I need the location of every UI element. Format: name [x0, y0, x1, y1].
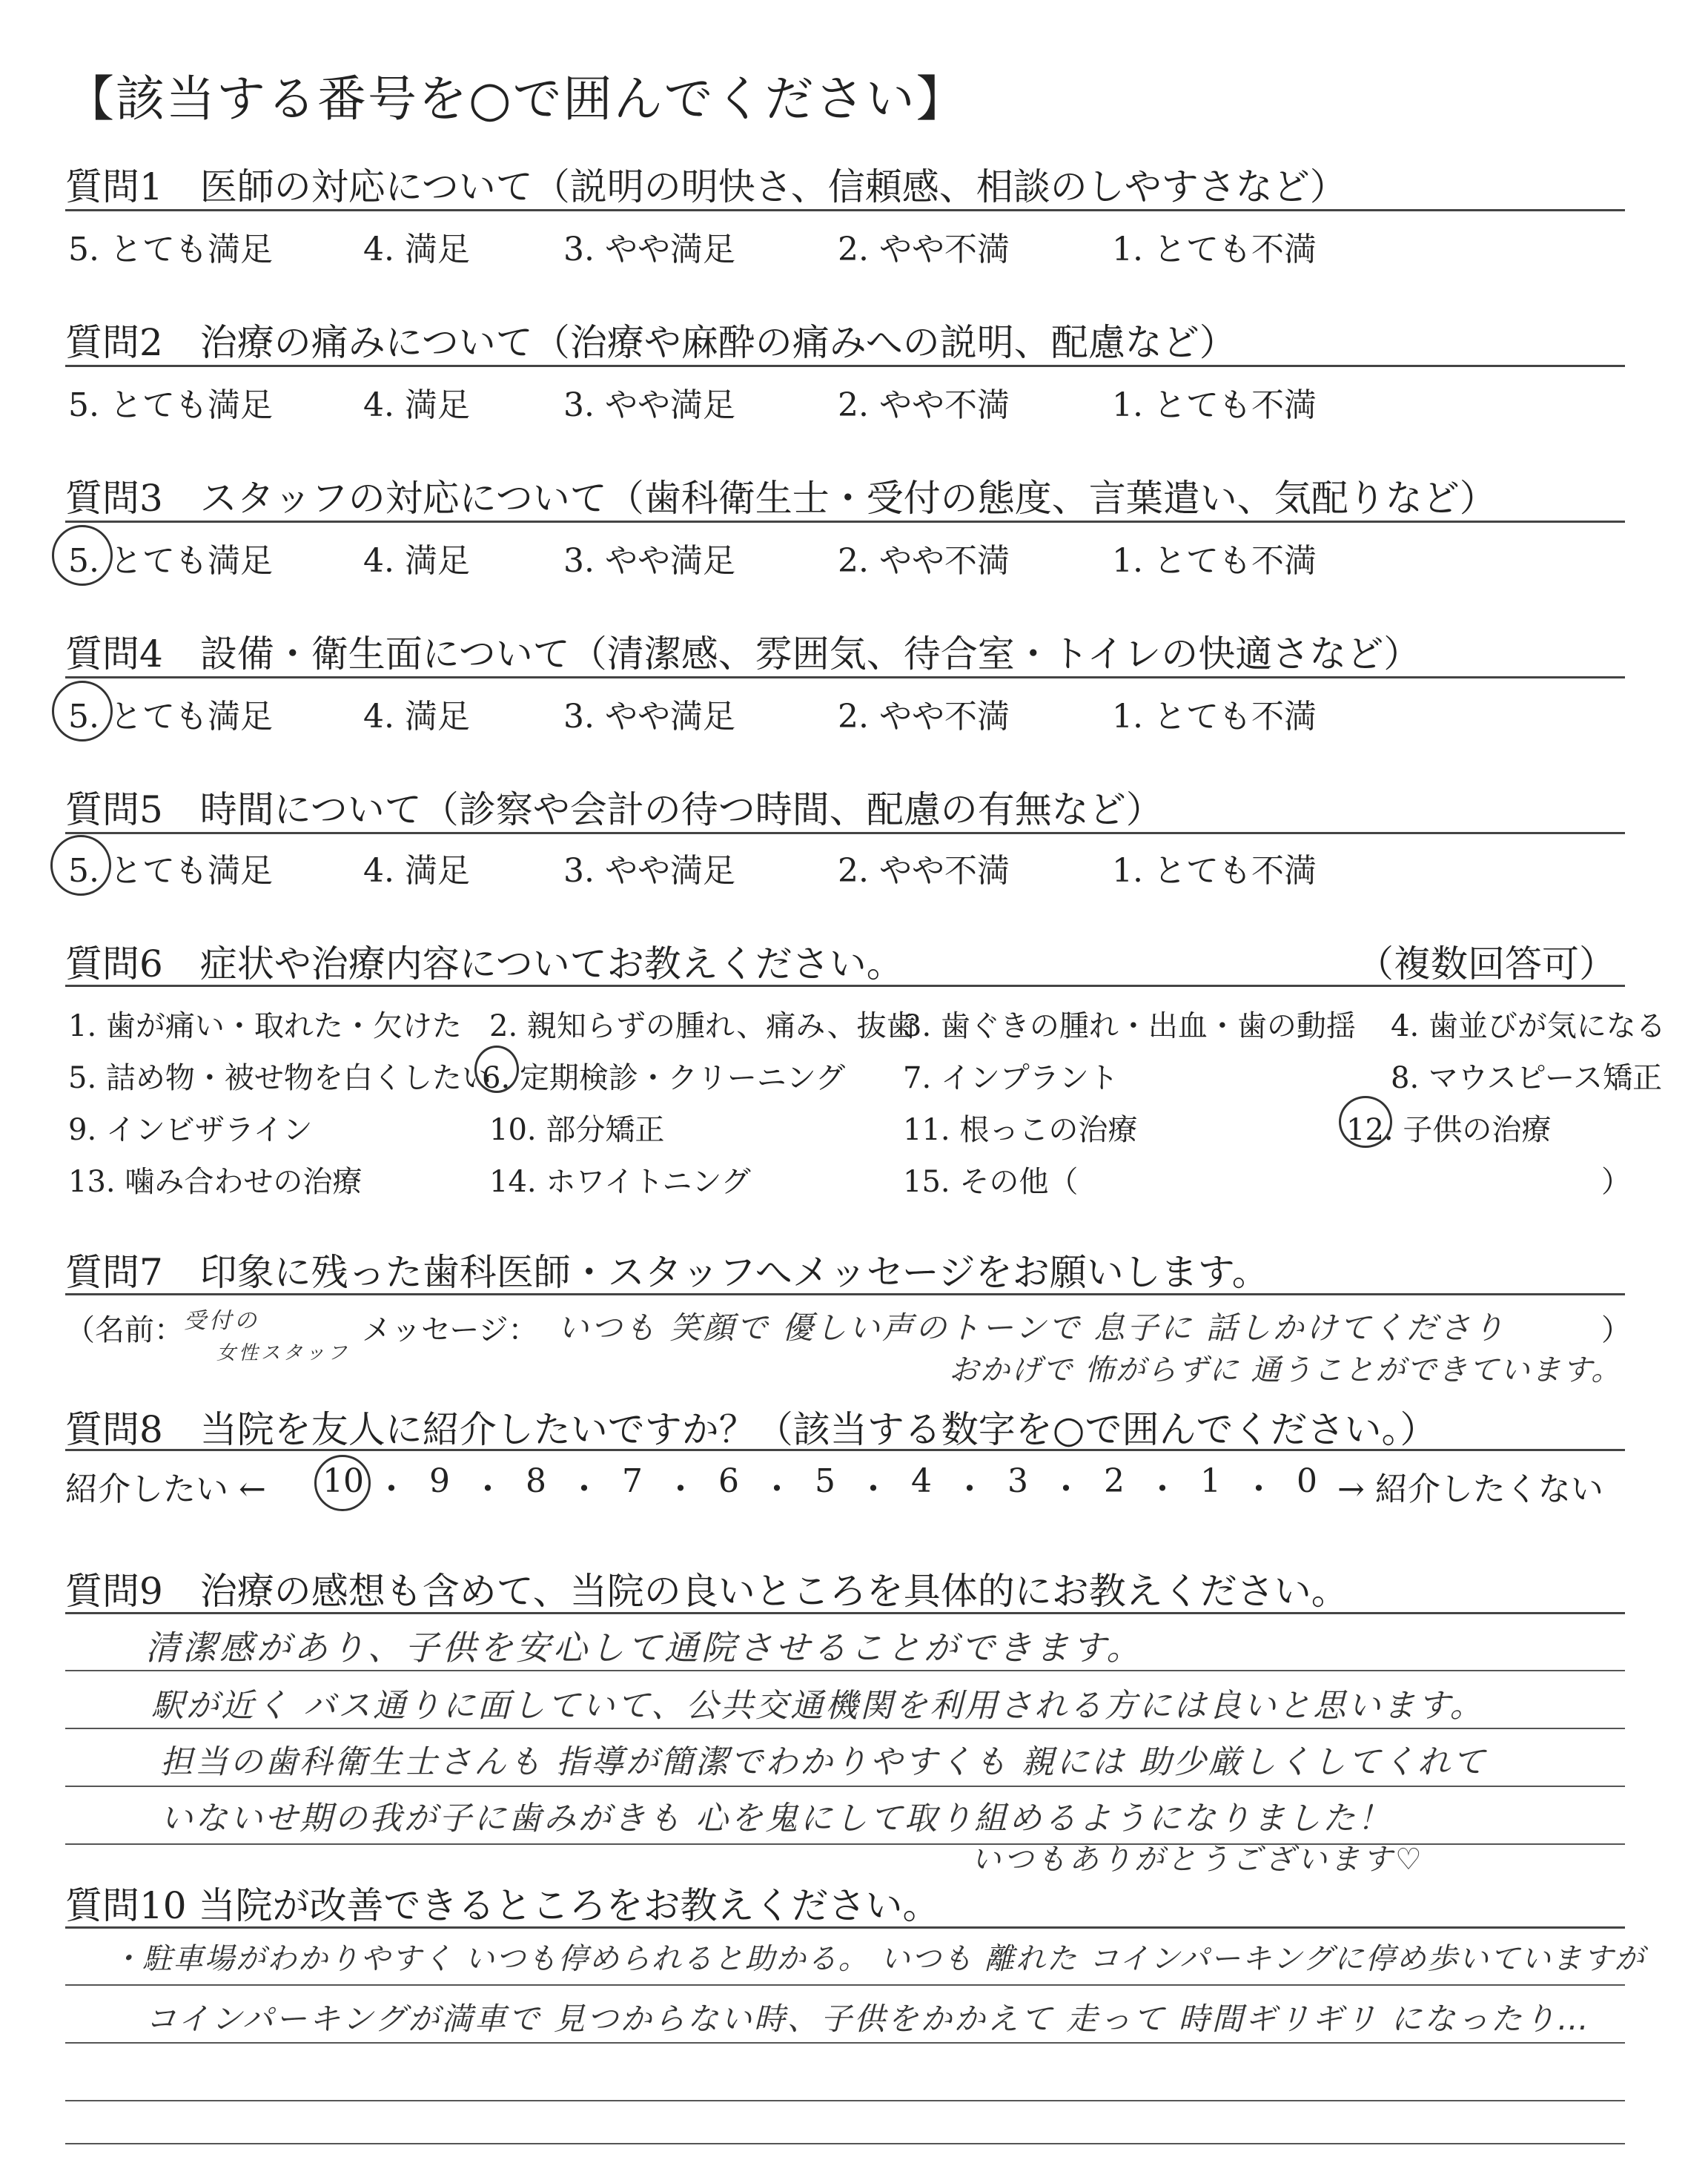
q3-option-3[interactable]: 3. やや満足	[563, 542, 735, 580]
q8-sep: ・	[953, 1470, 986, 1508]
q8-sep: ・	[568, 1470, 600, 1508]
q6-option-15-close: ）	[1601, 1165, 1631, 1199]
q6-option-13[interactable]: 13. 噛み合わせの治療	[68, 1165, 363, 1199]
q6-option-6[interactable]: 6. 定期検診・クリーニング	[482, 1061, 846, 1095]
q8-score-9[interactable]: 9	[429, 1462, 450, 1500]
q8-score-1[interactable]: 1	[1200, 1462, 1221, 1500]
q8-scale	[320, 1462, 1330, 1510]
question-2-title: 質問2 治療の痛みについて（治療や麻酔の痛みへの説明、配慮など）	[65, 321, 1237, 364]
q6-option-1[interactable]: 1. 歯が痛い・取れた・欠けた	[68, 1009, 462, 1043]
q4-option-1[interactable]: 1. とても不満	[1112, 698, 1317, 736]
question-6-note: （複数回答可）	[1357, 942, 1616, 985]
question-6-rule	[65, 985, 1625, 987]
q6-option-5[interactable]: 5. 詰め物・被せ物を白くしたい	[68, 1061, 491, 1095]
q8-sep: ・	[857, 1470, 890, 1508]
q8-sep: ・	[664, 1470, 697, 1508]
q3-option-2[interactable]: 2. やや不満	[838, 542, 1010, 580]
q6-option-3[interactable]: 3. 歯ぐきの腫れ・出血・歯の動揺	[903, 1009, 1356, 1043]
q7-message-line2[interactable]: おかげで 怖がらずに 通うことができています。	[949, 1353, 1623, 1387]
q8-sep: ・	[1050, 1470, 1082, 1508]
q10-answer-line2[interactable]: コインパーキングが満車で 見つからない時、子供をかかえて 走って 時間ギリギリ になったり…	[145, 2001, 1591, 2037]
q7-message-label: メッセージ：	[362, 1313, 538, 1347]
q8-score-7[interactable]: 7	[622, 1462, 643, 1500]
q2-option-4[interactable]: 4. 満足	[363, 386, 470, 424]
q9-answer-line4[interactable]: いないせ期の我が子に歯みがきも 心を鬼にして取り組めるようになりました！	[160, 1800, 1392, 1837]
question-3-rule	[65, 521, 1625, 523]
q4-option-3[interactable]: 3. やや満足	[563, 698, 735, 736]
q10-line-rule	[65, 2042, 1625, 2044]
q8-score-8[interactable]: 8	[526, 1462, 546, 1500]
q7-name-line2[interactable]: 女性スタッフ	[216, 1342, 351, 1364]
q6-option-8[interactable]: 8. マウスピース矯正	[1391, 1061, 1663, 1095]
question-7-title: 質問7 印象に残った歯科医師・スタッフへメッセージをお願いします。	[65, 1251, 1269, 1294]
q10-line-rule	[65, 2143, 1625, 2144]
q8-right-label: → 紹介したくない	[1337, 1470, 1603, 1508]
question-3-title: 質問3 スタッフの対応について（歯科衛生士・受付の態度、言葉遣い、気配りなど）	[65, 477, 1497, 520]
q9-line-rule	[65, 1670, 1625, 1671]
question-8-title: 質問8 当院を友人に紹介したいですか？（該当する数字を○で囲んでください。）	[65, 1408, 1437, 1451]
question-4-title: 質問4 設備・衛生面について（清潔感、雰囲気、待合室・トイレの快適さなど）	[65, 633, 1421, 676]
q8-score-2[interactable]: 2	[1104, 1462, 1125, 1500]
q9-line-rule	[65, 1728, 1625, 1729]
q4-selection-circle	[52, 681, 113, 742]
question-9-title: 質問9 治療の感想も含めて、当院の良いところを具体的にお教えください。	[65, 1570, 1348, 1613]
q9-answer-line2[interactable]: 駅が近く バス通りに面していて、公共交通機関を利用される方には良いと思います。	[151, 1687, 1485, 1725]
q5-option-2[interactable]: 2. やや不満	[838, 852, 1010, 890]
q1-option-4[interactable]: 4. 満足	[363, 231, 470, 268]
q4-option-4[interactable]: 4. 満足	[363, 698, 470, 736]
question-5-title: 質問5 時間について（診察や会計の待つ時間、配慮の有無など）	[65, 788, 1163, 831]
q6-option-7[interactable]: 7. インプラント	[903, 1061, 1119, 1095]
q1-option-2[interactable]: 2. やや不満	[838, 231, 1010, 268]
q6-option-11[interactable]: 11. 根っこの治療	[903, 1113, 1138, 1147]
q8-selection-circle	[314, 1455, 371, 1511]
q8-score-10[interactable]: 10	[322, 1462, 364, 1500]
q3-selection-circle	[52, 525, 113, 586]
question-5-rule	[65, 832, 1625, 834]
q2-option-2[interactable]: 2. やや不満	[838, 386, 1010, 424]
q2-option-3[interactable]: 3. やや満足	[563, 386, 735, 424]
q6-option-4[interactable]: 4. 歯並びが気になる	[1391, 1009, 1666, 1043]
q2-option-5[interactable]: 5. とても満足	[68, 386, 273, 424]
q1-option-5[interactable]: 5. とても満足	[68, 231, 273, 268]
q8-score-3[interactable]: 3	[1007, 1462, 1028, 1500]
q5-option-5[interactable]: 5. とても満足	[68, 852, 273, 890]
q6-option-6-circle	[474, 1046, 519, 1093]
q9-answer-line3[interactable]: 担当の歯科衛生士さんも 指導が簡潔でわかりやすくも 親には 助少厳しくしてくれて	[160, 1743, 1487, 1781]
form-header: 【該当する番号を○で囲んでください】	[65, 70, 967, 128]
q8-score-5[interactable]: 5	[815, 1462, 835, 1500]
q6-option-9[interactable]: 9. インビザライン	[68, 1113, 313, 1147]
question-10-rule	[65, 1926, 1625, 1929]
q5-selection-circle	[50, 835, 111, 896]
q9-line-rule	[65, 1786, 1625, 1787]
q8-sep: ・	[761, 1470, 793, 1508]
q6-option-10[interactable]: 10. 部分矯正	[489, 1113, 665, 1147]
q8-sep: ・	[471, 1470, 504, 1508]
q9-thanks-text: いつもありがとうございます	[971, 1843, 1395, 1877]
q7-close-paren: ）	[1601, 1313, 1631, 1347]
q8-sep: ・	[1242, 1470, 1275, 1508]
q3-option-4[interactable]: 4. 満足	[363, 542, 470, 580]
q4-option-2[interactable]: 2. やや不満	[838, 698, 1010, 736]
q9-answer-line5[interactable]	[971, 1836, 1425, 1878]
q5-option-4[interactable]: 4. 満足	[363, 852, 470, 890]
q10-answer-line1[interactable]: ・駐車場がわかりやすく いつも停められると助かる。 いつも 離れた コインパーキングに停め歩いていますが	[111, 1942, 1646, 1976]
q1-option-3[interactable]: 3. やや満足	[563, 231, 735, 268]
q5-option-1[interactable]: 1. とても不満	[1112, 852, 1317, 890]
question-6-title: 質問6 症状や治療内容についてお教えください。	[65, 942, 904, 985]
question-8-rule	[65, 1449, 1625, 1451]
q8-score-6[interactable]: 6	[718, 1462, 739, 1500]
q6-option-12[interactable]: 12. 子供の治療	[1346, 1113, 1552, 1147]
q8-sep: ・	[1146, 1470, 1179, 1508]
q3-option-1[interactable]: 1. とても不満	[1112, 542, 1317, 580]
q8-score-0[interactable]: 0	[1297, 1462, 1317, 1500]
question-4-rule	[65, 676, 1625, 678]
q9-answer-line1[interactable]: 清潔感があり、子供を安心して通院させることができます。	[145, 1628, 1144, 1668]
question-1-rule	[65, 209, 1625, 211]
question-9-rule	[65, 1612, 1625, 1614]
heart-icon: ♡	[1395, 1843, 1425, 1877]
question-1-title: 質問1 医師の対応について（説明の明快さ、信頼感、相談のしやすさなど）	[65, 165, 1347, 208]
q2-option-1[interactable]: 1. とても不満	[1112, 386, 1317, 424]
question-2-rule	[65, 365, 1625, 367]
question-10-title: 質問10 当院が改善できるところをお教えください。	[65, 1884, 940, 1927]
q10-line-rule	[65, 1984, 1625, 1986]
q7-name-line1[interactable]: 受付の	[184, 1308, 259, 1334]
q1-option-1[interactable]: 1. とても不満	[1112, 231, 1317, 268]
q6-option-14[interactable]: 14. ホワイトニング	[489, 1165, 751, 1199]
q6-option-2[interactable]: 2. 親知らずの腫れ、痛み、抜歯	[489, 1009, 916, 1043]
q6-option-15[interactable]: 15. その他（	[903, 1165, 1079, 1199]
q6-option-12-circle	[1339, 1096, 1392, 1148]
q8-left-label: 紹介したい ←	[65, 1470, 266, 1508]
q8-score-4[interactable]: 4	[911, 1462, 932, 1500]
q3-option-5[interactable]: 5. とても満足	[68, 542, 273, 580]
q8-sep: ・	[375, 1470, 408, 1508]
question-7-rule	[65, 1293, 1625, 1295]
q4-option-5[interactable]: 5. とても満足	[68, 698, 273, 736]
q7-message-line1[interactable]: いつも 笑顔で 優しい声のトーンで 息子に 話しかけてくださり	[557, 1309, 1506, 1346]
q10-line-rule	[65, 2100, 1625, 2101]
q5-option-3[interactable]: 3. やや満足	[563, 852, 735, 890]
q7-name-label: （名前：	[65, 1313, 184, 1347]
